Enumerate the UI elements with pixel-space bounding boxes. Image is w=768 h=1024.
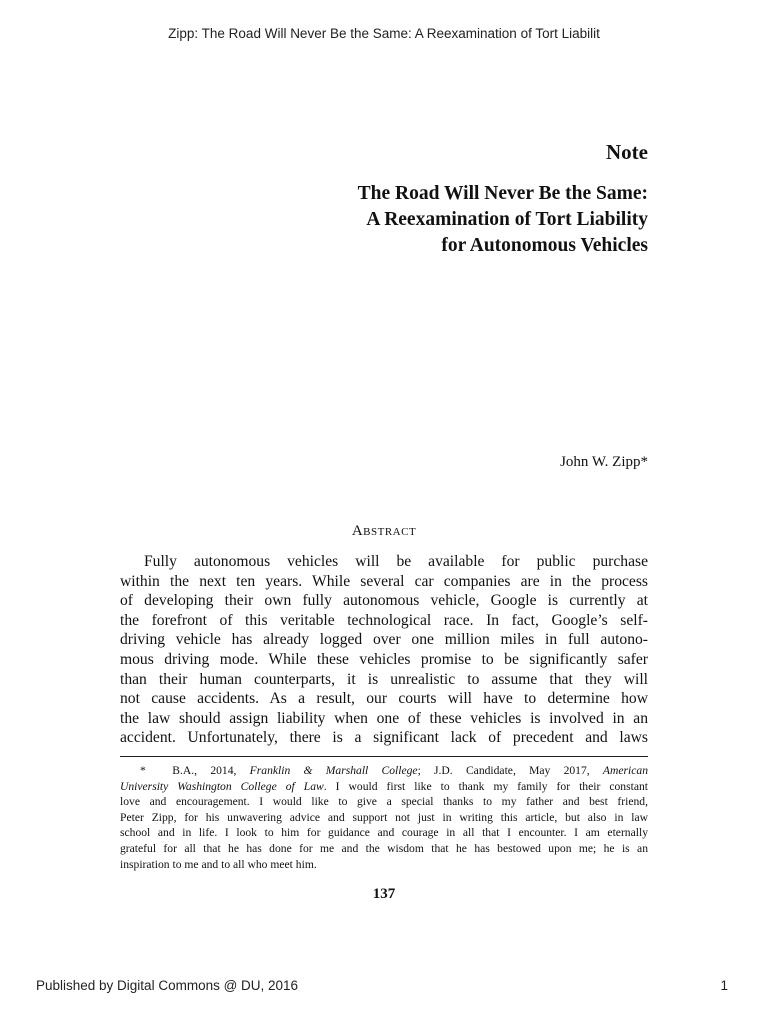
footnote-line: school and in life. I look to him for guidance and courage in all that I encounter. I am eternally xyxy=(120,826,648,840)
publisher-footer: Published by Digital Commons @ DU, 2016 xyxy=(36,978,299,993)
footnote-college: Franklin & Marshall College xyxy=(249,763,418,777)
running-head: Zipp: The Road Will Never Be the Same: A Reexamination of Tort Liabilit xyxy=(168,26,600,41)
abstract-line: Fully autonomous vehicles will be available for public purchase xyxy=(144,553,648,570)
abstract-line: not cause accidents. As a result, our courts will have to determine how xyxy=(120,690,648,708)
author-name: John W. Zipp* xyxy=(560,454,648,470)
note-label: Note xyxy=(606,140,648,164)
page-content xyxy=(120,130,648,903)
abstract-heading: Abstract xyxy=(351,523,417,539)
abstract-line: the forefront of this veritable technological race. In fact, Google’s self- xyxy=(120,611,648,629)
footnote-line: inspiration to me and to all who meet him. xyxy=(120,857,317,871)
footnote-marker: * xyxy=(140,763,146,777)
abstract-line: than their human counterparts, it is unrealistic to assume that they will xyxy=(120,670,648,688)
abstract-body xyxy=(120,552,648,748)
abstract-line: driving vehicle has already logged over one million miles in full autono- xyxy=(120,631,648,649)
title-line: for Autonomous Vehicles xyxy=(441,235,648,256)
abstract-line: of developing their own fully autonomous vehicle, Google is currently at xyxy=(120,592,648,610)
author-footnote xyxy=(120,763,648,872)
title-line: A Reexamination of Tort Liability xyxy=(366,209,648,230)
abstract-line: mous driving mode. While these vehicles promise to be significantly safer xyxy=(120,650,648,668)
footnote-line xyxy=(120,763,648,779)
footnote-jd: ; J.D. Candidate, May 2017, xyxy=(417,763,590,777)
abstract-line: the law should assign liability when one of these vehicles is involved in an xyxy=(120,709,648,727)
abstract-line: within the next ten years. While several car companies are in the process xyxy=(120,572,648,590)
footnote-law-school: University Washington College of Law xyxy=(120,779,324,793)
page-number: 137 xyxy=(372,886,396,903)
abstract-line: accident. Unfortunately, there is a significant lack of precedent and laws xyxy=(120,729,648,747)
footnote-line: grateful for all that he has done for me and the wisdom that he has bestowed upon me; he is an xyxy=(120,841,648,855)
title-line: The Road Will Never Be the Same: xyxy=(357,183,648,204)
footnote-divider xyxy=(120,756,648,757)
footnote-degree: B.A., 2014, xyxy=(172,763,237,777)
footnote-text: . I would first like to thank my family for their constant xyxy=(323,779,648,793)
article-title xyxy=(120,181,648,259)
footnote-law-school: American xyxy=(602,763,648,777)
footnote-line: Peter Zipp, for his unwavering advice and support not just in writing this article, but also in law xyxy=(120,810,648,824)
footnote-line xyxy=(120,779,648,795)
pdf-page-number: 1 xyxy=(720,978,728,993)
footnote-line: love and encouragement. I would like to give a special thanks to my father and best friend, xyxy=(120,795,648,809)
